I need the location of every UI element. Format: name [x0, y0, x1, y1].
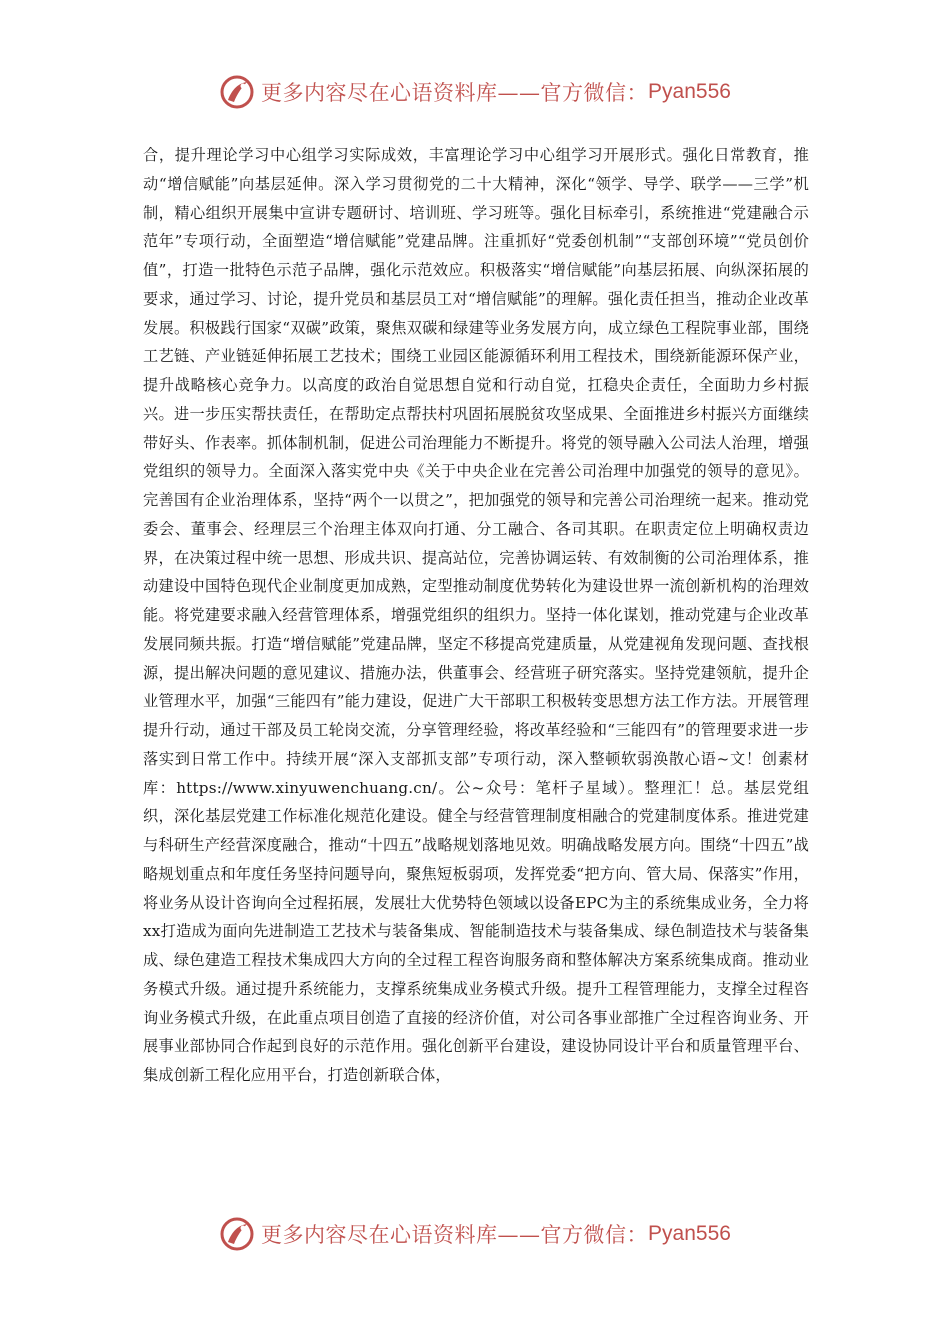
footer-wechat-id: Pyan556 [648, 1222, 731, 1245]
body-paragraph: 合，提升理论学习中心组学习实际成效，丰富理论学习中心组学习开展形式。强化日常教育，推动“增信赋能”向基层延伸。深入学习贯彻党的二十大精神，深化“领学、导学、联学——三学”机制，精心组织开展集中宣讲专题研讨、培训班、学习班等。强化目标牵引，系统推进“党建融合示范年”专项行动，全面塑造“增信赋能”党建品牌。注重抓好“党委创机制”“支部创环境”“党员创价值”，打造一批特色示范子品牌，强化示范效应。积极落实“增信赋能”向基层拓展、向纵深拓展的要求，通过学习、讨论，提升党员和基层员工对“增信赋能”的理解。强化责任担当，推动企业改革发展。积极践行国家“双碳”政策，聚焦双碳和绿建等业务发展方向，成立绿色工程院事业部，围绕工艺链、产业链延伸拓展工艺技术；围绕工业园区能源循环利用工程技术，围绕新能源环保产业，提升战略核心竞争力。以高度的政治自觉思想自觉和行动自觉，扛稳央企责任，全面助力乡村振兴。进一步压实帮扶责任，在帮助定点帮扶村巩固拓展脱贫攻坚成果、全面推进乡村振兴方面继续带好头、作表率。抓体制机制，促进公司治理能力不断提升。将党的领导融入公司法人治理，增强党组织的领导力。全面深入落实党中央《关于中央企业在完善公司治理中加强党的领导的意见》。完善国有企业治理体系，坚持“两个一以贯之”，把加强党的领导和完善公司治理统一起来。推动党委会、董事会、经理层三个治理主体双向打通、分工融合、各司其职。在职责定位上明确权责边界，在决策过程中统一思想、形成共识、提高站位，完善协调运转、有效制衡的公司治理体系，推动建设中国特色现代企业制度更加成熟，定型推动制度优势转化为建设世界一流创新机构的治理效能。将党建要求融入经营管理体系，增强党组织的组织力。坚持一体化谋划，推动党建与企业改革发展同频共振。打造“增信赋能”党建品牌，坚定不移提高党建质量，从党建视角发现问题、查找根源，提出解决问题的意见建议、措施办法，供董事会、经营班子研究落实。坚持党建领航，提升企业管理水平，加强“三能四有”能力建设，促进广大干部职工积极转变思想方法工作方法。开展管理提升行动，通过干部及员工轮岗交流，分享管理经验，将改革经验和“三能四有”的管理要求进一步落实到日常工作中。持续开展“深入支部抓支部”专项行动，深入整顿软弱涣散心语~文！创素材库：https://www.xinyuwenchuang.cn/。公~众号：笔杆子星域）。整理汇！总。基层党组织，深化基层党建工作标准化规范化建设。健全与经营管理制度相融合的党建制度体系。推进党建与科研生产经营深度融合，推动“十四五”战略规划落地见效。明确战略发展方向。围绕“十四五”战略规划重点和年度任务坚持问题导向，聚焦短板弱项，发挥党委“把方向、管大局、保落实”作用，将业务从设计咨询向全过程拓展，发展壮大优势特色领域以设备EPC为主的系统集成业务，全力将xx打造成为面向先进制造工艺技术与装备集成、智能制造技术与装备集成、绿色制造技术与装备集成、绿色建造工程技术集成四大方向的全过程工程咨询服务商和整体解决方案系统集成商。推动业务模式升级。通过提升系统能力，支撑系统集成业务模式升级。提升工程管理能力，支撑全过程咨询业务模式升级，在此重点项目创造了直接的经济价值，对公司各事业部推广全过程咨询业务、开展事业部协同合作起到良好的示范作用。强化创新平台建设，建设协同设计平台和质量管理平台、集成创新工程化应用平台，打造创新联合体， [143, 146, 809, 1084]
xinyu-logo-icon [219, 74, 255, 110]
xinyu-logo-icon [219, 1216, 255, 1252]
header-banner [0, 70, 950, 114]
document-body [143, 141, 809, 1090]
footer-banner-text: 更多内容尽在心语资料库——官方微信： [261, 1223, 649, 1247]
header-banner-text: 更多内容尽在心语资料库——官方微信： [261, 81, 649, 105]
footer-banner [0, 1212, 950, 1256]
header-wechat-id: Pyan556 [648, 80, 731, 103]
